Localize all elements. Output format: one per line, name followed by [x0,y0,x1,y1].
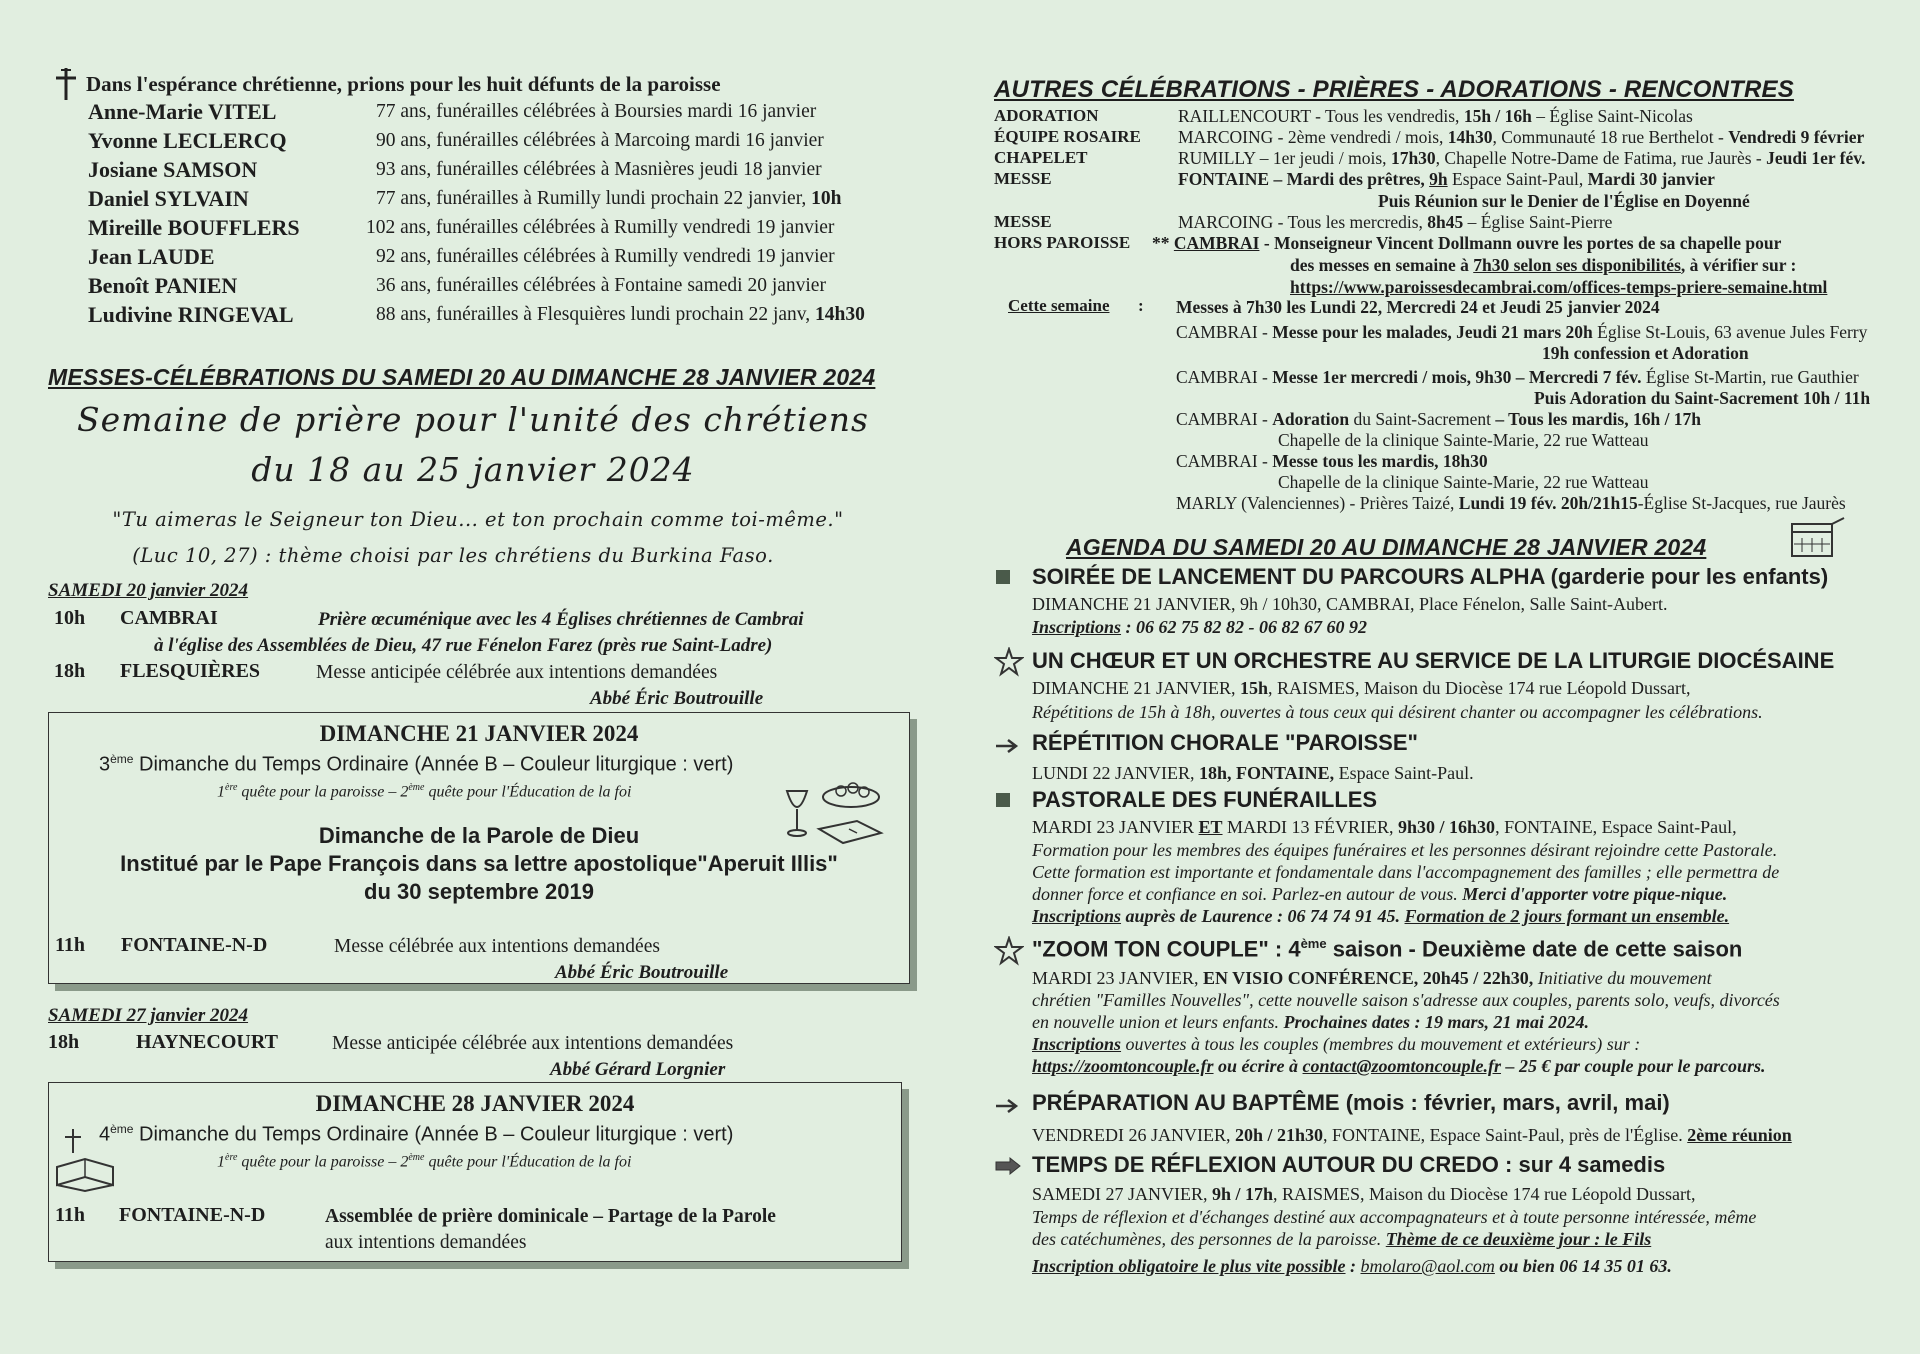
mass-desc: Assemblée de prière dominicale – Partage de la Parole [325,1206,776,1227]
alpha-contact: Inscriptions : 06 62 75 82 82 - 06 82 67 60 92 [1032,617,1368,637]
word-of-god-info: Institué par le Pape François dans sa lettre apostolique"Aperuit Illis" [120,851,838,876]
funeral-desc: Formation pour les membres des équipes funéraires et les personnes désirant rejoindre cette Pastorale. [1032,840,1778,860]
calendar-icon [1788,516,1848,560]
mass-time: 10h [54,607,86,629]
arrow-icon [994,1096,1020,1116]
choir-info: DIMANCHE 21 JANVIER, 15h, RAISMES, Maison du Diocèse 174 rue Léopold Dussart, [1032,678,1691,698]
square-bullet-icon [996,793,1010,807]
priest: Abbé Éric Boutrouille [555,962,729,983]
mass-time: 11h [55,934,86,956]
row-label: HORS PAROISSE [994,233,1131,252]
deceased-info: 102 ans, funérailles célébrées à Rumilly vendredi 19 janvier [366,217,835,238]
word-of-god-date: du 30 septembre 2019 [364,879,594,904]
other-celebrations-title: AUTRES CÉLÉBRATIONS - PRIÈRES - ADORATIONS - RENCONTRES [994,76,1794,103]
masses-title: MESSES-CÉLÉBRATIONS DU SAMEDI 20 AU DIMANCHE 28 JANVIER 2024 [48,364,876,390]
quote: "Tu aimeras le Seigneur ton Dieu... et ton prochain comme toi-même." [112,508,844,531]
mass-place: FLESQUIÈRES [120,660,261,682]
unity-week-title: Semaine de prière pour l'unité des chrétiens [77,400,869,439]
mass-place: FONTAINE-N-D [121,934,268,956]
credo-email-link[interactable]: bmolaro@aol.com [1360,1256,1495,1276]
deceased-info: 77 ans, funérailles à Rumilly lundi prochain 22 janvier, 10h [376,188,842,209]
deceased-name: Benoît PANIEN [88,273,238,298]
zoom-couple-desc: en nouvelle union et leurs enfants. Prochaines dates : 19 mars, 21 mai 2024. [1032,1012,1589,1032]
saturday-20-date: SAMEDI 20 janvier 2024 [48,580,249,601]
row-text: MARCOING - Tous les mercredis, 8h45 – Église Saint-Pierre [1178,212,1613,232]
word-of-god-title: Dimanche de la Parole de Dieu [318,823,640,848]
mass-time: 18h [54,660,86,682]
deceased-info: 36 ans, funérailles célébrées à Fontaine samedi 20 janvier [376,275,826,296]
deceased-title: Dans l'espérance chrétienne, prions pour les huit défunts de la paroisse [86,72,721,96]
credo-contact: Inscription obligatoire le plus vite possible : bmolaro@aol.com ou bien 06 14 35 01 63. [1032,1256,1672,1276]
funeral-info: MARDI 23 JANVIER ET MARDI 13 FÉVRIER, 9h30 / 16h30, FONTAINE, Espace Saint-Paul, [1032,817,1737,837]
mass-place: CAMBRAI [120,607,218,629]
unity-week-dates: du 18 au 25 janvier 2024 [251,450,695,489]
mass-desc: Prière œcuménique avec les 4 Églises chrétiennes de Cambrai [318,609,804,630]
sunday-21-box [48,712,910,984]
deceased-name: Yvonne LECLERCQ [88,128,287,153]
mass-time: 11h [55,1204,86,1226]
row-text: Puis Adoration du Saint-Sacrement 10h / 11h [1534,388,1871,408]
deceased-info: 88 ans, funérailles à Flesquières lundi prochain 22 janv, 14h30 [376,304,865,325]
star-icon [994,936,1024,966]
quote-reference: (Luc 10, 27) : thème choisi par les chrétiens du Burkina Faso. [132,544,774,567]
alpha-info: DIMANCHE 21 JANVIER, 9h / 10h30, CAMBRAI, Place Fénelon, Salle Saint-Aubert. [1032,594,1668,614]
row-text: MARLY (Valenciennes) - Prières Taizé, Lundi 19 fév. 20h/21h15-Église St-Jacques, rue Jaurès [1176,493,1846,513]
cathedral-link[interactable]: https://www.paroissesdecambrai.com/offices-temps-priere-semaine.html [1290,277,1828,297]
credo-desc: des catéchumènes, des personnes de la paroisse. Thème de ce deuxième jour : le Fils [1032,1229,1652,1249]
chorale-title: RÉPÉTITION CHORALE "PAROISSE" [1032,730,1418,755]
mass-desc: Messe anticipée célébrée aux intentions demandées [332,1033,734,1054]
funeral-title: PASTORALE DES FUNÉRAILLES [1032,787,1378,812]
row-text: Chapelle de la clinique Sainte-Marie, 22 rue Watteau [1278,472,1649,492]
funeral-desc: donner force et confiance en soi. Parlez-en autour de vous. Merci d'apporter votre pique-nique. [1032,884,1728,904]
row-text: CAMBRAI - Messe pour les malades, Jeudi 21 mars 20h Église St-Louis, 63 avenue Jules Ferry [1176,322,1868,342]
sunday-21-title: DIMANCHE 21 JANVIER 2024 [319,721,639,746]
collection-info: 1ère quête pour la paroisse – 2ème quête pour l'Éducation de la foi [217,1152,632,1171]
sunday-21-subtitle: 3ème Dimanche du Temps Ordinaire (Année B – Couleur liturgique : vert) [99,752,734,776]
mass-place: FONTAINE-N-D [119,1204,266,1226]
priest: Abbé Gérard Lorgnier [550,1059,726,1080]
row-label: MESSE [994,212,1052,231]
deceased-name: Josiane SAMSON [88,157,258,182]
row-text: CAMBRAI - Messe 1er mercredi / mois, 9h30 – Mercredi 7 fév. Église St-Martin, rue Gauthier [1176,367,1859,387]
deceased-name: Daniel SYLVAIN [88,186,249,211]
deceased-info: 92 ans, funérailles célébrées à Rumilly vendredi 19 janvier [376,246,835,267]
credo-title: TEMPS DE RÉFLEXION AUTOUR DU CREDO : sur 4 samedis [1032,1152,1666,1177]
saturday-27-date: SAMEDI 27 janvier 2024 [48,1005,249,1026]
chorale-info: LUNDI 22 JANVIER, 18h, FONTAINE, Espace Saint-Paul. [1032,763,1474,783]
row-text: ** CAMBRAI - Monseigneur Vincent Dollmann ouvre les portes de sa chapelle pour [1152,233,1782,253]
sunday-28-subtitle: 4ème Dimanche du Temps Ordinaire (Année B – Couleur liturgique : vert) [99,1122,734,1146]
arrow-icon [994,736,1020,756]
zoom-couple-title: "ZOOM TON COUPLE" : 4ème saison - Deuxième date de cette saison [1032,936,1743,962]
deceased-name: Mireille BOUFFLERS [88,215,300,240]
row-label: ADORATION [994,106,1099,125]
zoom-couple-desc: Inscriptions ouvertes à tous les couples (membres du mouvement et extérieurs) sur : [1032,1034,1641,1054]
choir-title: UN CHŒUR ET UN ORCHESTRE AU SERVICE DE LA LITURGIE DIOCÉSAINE [1032,648,1835,673]
deceased-info: 90 ans, funérailles célébrées à Marcoing mardi 16 janvier [376,130,824,151]
mass-desc: aux intentions demandées [325,1232,527,1253]
row-text: RUMILLY – 1er jeudi / mois, 17h30, Chapelle Notre-Dame de Fatima, rue Jaurès - Jeudi 1er fév. [1178,148,1866,168]
square-bullet-icon [996,570,1010,584]
choir-desc: Répétitions de 15h à 18h, ouvertes à tous ceux qui désirent chanter ou accompagner les célébrations. [1032,702,1763,722]
this-week-label: Cette semaine [1008,296,1110,315]
deceased-name: Jean LAUDE [88,244,215,269]
row-text: MARCOING - 2ème vendredi / mois, 14h30, Communauté 18 rue Berthelot - Vendredi 9 février [1178,127,1865,147]
zoom-email-link[interactable]: contact@zoomtoncouple.fr [1302,1056,1502,1076]
hand-arrow-icon [994,1156,1022,1176]
cross-icon [52,66,80,102]
row-text: CAMBRAI - Adoration du Saint-Sacrement – Tous les mardis, 16h / 17h [1176,409,1702,429]
alpha-title: SOIRÉE DE LANCEMENT DU PARCOURS ALPHA (garderie pour les enfants) [1032,564,1829,589]
zoom-couple-desc: chrétien "Familles Nouvelles", cette nouvelle saison s'adresse aux couples, parents solo, veufs, divorcés [1032,990,1780,1010]
row-text: des messes en semaine à 7h30 selon ses disponibilités, à vérifier sur : [1290,255,1797,275]
funeral-contact: Inscriptions auprès de Laurence : 06 74 74 91 45. Formation de 2 jours formant un ensemble. [1032,906,1730,926]
mass-desc: à l'église des Assemblées de Dieu, 47 rue Fénelon Farez (près rue Saint-Ladre) [154,635,773,656]
deceased-name: Ludivine RINGEVAL [88,302,294,327]
zoom-couple-links: https://zoomtoncouple.fr ou écrire à contact@zoomtoncouple.fr – 25 € par couple pour le parcours. [1032,1056,1766,1076]
deceased-info: 93 ans, funérailles célébrées à Masnières jeudi 18 janvier [376,159,822,180]
collection-info: 1ère quête pour la paroisse – 2ème quête pour l'Éducation de la foi [217,782,632,801]
zoom-website-link[interactable]: https://zoomtoncouple.fr [1032,1056,1214,1076]
priest: Abbé Éric Boutrouille [590,688,764,709]
row-text: Messes à 7h30 les Lundi 22, Mercredi 24 et Jeudi 25 janvier 2024 [1176,297,1660,317]
sunday-28-title: DIMANCHE 28 JANVIER 2024 [315,1091,635,1116]
row-text: CAMBRAI - Messe tous les mardis, 18h30 [1176,451,1488,471]
row-text: FONTAINE – Mardi des prêtres, 9h Espace Saint-Paul, Mardi 30 janvier [1178,169,1715,189]
baptism-title: PRÉPARATION AU BAPTÊME (mois : février, mars, avril, mai) [1032,1090,1670,1115]
star-icon [994,647,1024,677]
mass-place: HAYNECOURT [136,1031,278,1053]
agenda-title: AGENDA DU SAMEDI 20 AU DIMANCHE 28 JANVIER 2024 [1066,534,1707,560]
zoom-couple-info: MARDI 23 JANVIER, EN VISIO CONFÉRENCE, 20h45 / 22h30, Initiative du mouvement [1032,968,1712,988]
row-label: CHAPELET [994,148,1088,167]
row-label: ÉQUIPE ROSAIRE [994,127,1141,146]
row-label: MESSE [994,169,1052,188]
row-text: RAILLENCOURT - Tous les vendredis, 15h / 16h – Église Saint-Nicolas [1178,106,1693,126]
row-text: 19h confession et Adoration [1542,343,1749,363]
credo-info: SAMEDI 27 JANVIER, 9h / 17h, RAISMES, Maison du Diocèse 174 rue Léopold Dussart, [1032,1184,1696,1204]
mass-desc: Messe anticipée célébrée aux intentions demandées [316,662,718,683]
mass-desc: Messe célébrée aux intentions demandées [334,936,660,957]
mass-time: 18h [48,1031,80,1053]
credo-desc: Temps de réflexion et d'échanges destiné aux accompagnateurs et à toute personne intéressée, même [1032,1207,1757,1227]
funeral-desc: Cette formation est importante et fondamentale dans l'accompagnement des familles ; elle permettra de [1032,862,1780,882]
sunday-28-box [48,1082,902,1262]
row-text: Chapelle de la clinique Sainte-Marie, 22 rue Watteau [1278,430,1649,450]
this-week-colon: : [1138,296,1144,315]
bible-icon [53,1127,117,1193]
deceased-info: 77 ans, funérailles célébrées à Boursies mardi 16 janvier [376,101,817,122]
row-text: Puis Réunion sur le Denier de l'Église en Doyenné [1378,191,1750,211]
baptism-info: VENDREDI 26 JANVIER, 20h / 21h30, FONTAINE, Espace Saint-Paul, près de l'Église. 2ème réunion [1032,1125,1792,1145]
deceased-name: Anne-Marie VITEL [88,99,277,124]
